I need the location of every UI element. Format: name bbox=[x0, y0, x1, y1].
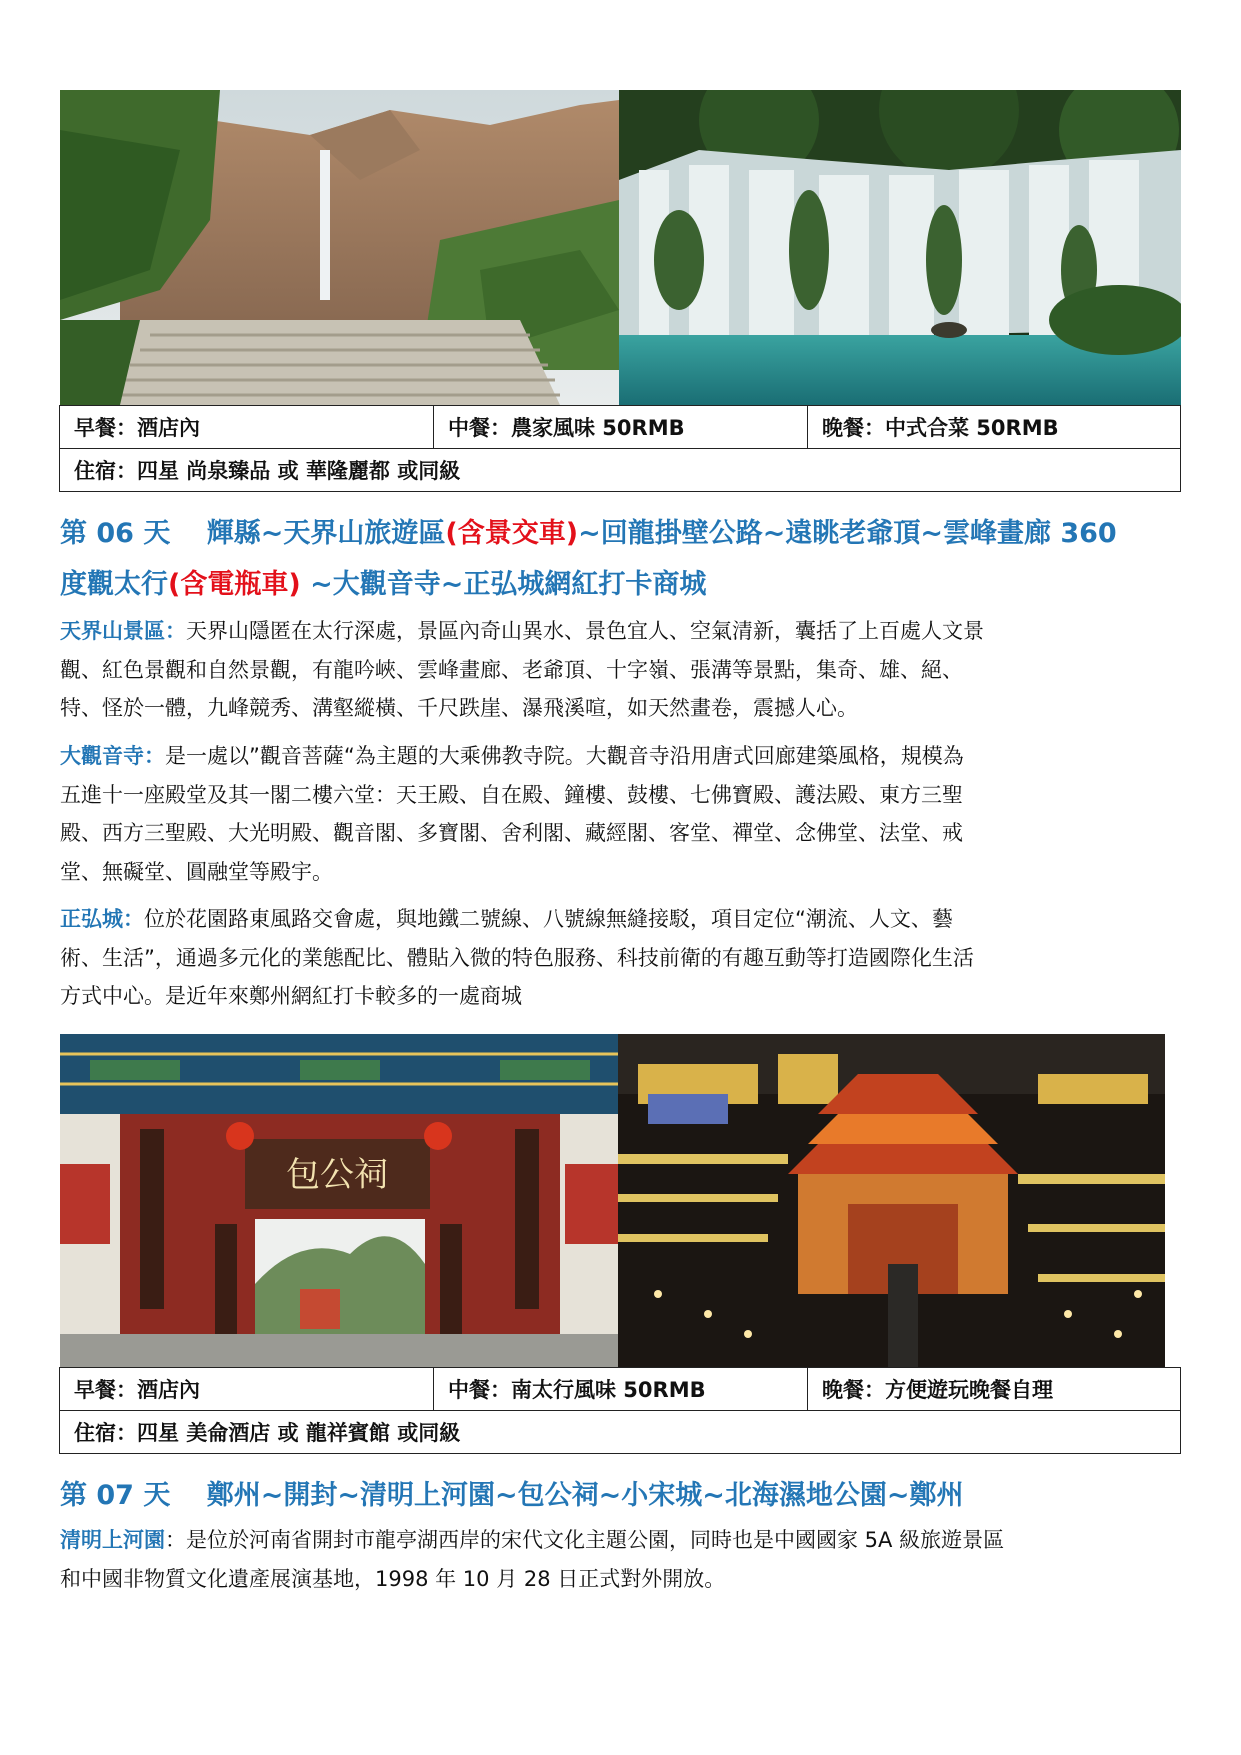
section-label: 清明上河園 bbox=[60, 1528, 165, 1552]
lunch-cell: 中餐：農家風味 50RMB bbox=[434, 406, 808, 449]
lodging-cell: 住宿：四星 尚泉臻品 或 華隆麗都 或同級 bbox=[60, 449, 1181, 492]
day6-title-part4: ~大觀音寺~正弘城網紅打卡商城 bbox=[300, 569, 707, 600]
daguanyin-paragraph bbox=[60, 737, 1190, 891]
text-line: 清明上河園：是位於河南省開封市龍亭湖西岸的宋代文化主題公園，同時也是中國國家 5A 級旅遊景區 bbox=[60, 1528, 1005, 1552]
day6-title-part3: 度觀太行 bbox=[60, 569, 168, 600]
tianjieshan-paragraph bbox=[60, 612, 1190, 728]
text-line: 方式中心。是近年來鄭州網紅打卡較多的一處商城 bbox=[60, 984, 522, 1008]
day6-title-part1: 第 06 天 輝縣~天界山旅遊區 bbox=[60, 518, 446, 549]
section-label: 大觀音寺： bbox=[60, 744, 165, 768]
text-line: 特、怪於一體，九峰競秀、溝壑縱橫、千尺跌崖、瀑飛溪喧，如天然畫卷，震撼人心。 bbox=[60, 696, 858, 720]
lunch-cell: 中餐：南太行風味 50RMB bbox=[434, 1368, 808, 1411]
section-label: 天界山景區： bbox=[60, 619, 186, 643]
lodging-cell: 住宿：四星 美侖酒店 或 龍祥賓館 或同級 bbox=[60, 1411, 1181, 1454]
text-line: 和中國非物質文化遺產展演基地，1998 年 10 月 28 日正式對外開放。 bbox=[60, 1566, 726, 1591]
day6-title-line1 bbox=[60, 512, 1117, 556]
breakfast-cell: 早餐：酒店內 bbox=[60, 1368, 434, 1411]
day6-title-red2: (含電瓶車) bbox=[168, 569, 301, 600]
temple-plaque-text: 包公祠 bbox=[286, 1155, 388, 1195]
text-line: 觀、紅色景觀和自然景觀，有龍吟峽、雲峰畫廊、老爺頂、十字嶺、張溝等景點，集奇、雄、絕、 bbox=[60, 657, 963, 682]
zhenghongcheng-paragraph bbox=[60, 900, 1190, 1016]
day5-meals-table bbox=[59, 405, 1181, 492]
qingming-paragraph bbox=[60, 1521, 1190, 1598]
day6-meals-table bbox=[59, 1367, 1181, 1454]
text-line: 正弘城：位於花園路東風路交會處，與地鐵二號線、八號線無縫接駁，項目定位“潮流、人文、藝 bbox=[60, 907, 953, 931]
text-line: 堂、無礙堂、圓融堂等殿宇。 bbox=[60, 859, 333, 884]
photo-waterfall-cliff bbox=[60, 90, 619, 405]
text-line: 殿、西方三聖殿、大光明殿、觀音閣、多寶閣、舍利閣、藏經閣、客堂、禪堂、念佛堂、法堂、戒 bbox=[60, 821, 963, 845]
text-line: 天界山景區：天界山隱匿在太行深處，景區內奇山異水、景色宜人、空氣清新，囊括了上百處人文景 bbox=[60, 619, 984, 643]
text-line: 五進十一座殿堂及其一閣二樓六堂：天王殿、自在殿、鐘樓、鼓樓、七佛寶殿、護法殿、東方三聖 bbox=[60, 782, 963, 807]
day7-title: 第 07 天 鄭州~開封~清明上河園~包公祠~小宋城~北海濕地公園~鄭州 bbox=[60, 1480, 964, 1511]
text-line: 大觀音寺：是一處以”觀音菩薩“為主題的大乘佛教寺院。大觀音寺沿用唐式回廊建築風格，規模為 bbox=[60, 744, 964, 768]
breakfast-cell: 早餐：酒店內 bbox=[60, 406, 434, 449]
text-line: 術、生活”，通過多元化的業態配比、體貼入微的特色服務、科技前衛的有趣互動等打造國際化生活 bbox=[60, 945, 974, 970]
section-label: 正弘城： bbox=[60, 907, 144, 931]
photo-night-city bbox=[618, 1034, 1165, 1367]
day6-title-red1: (含景交車) bbox=[445, 518, 579, 549]
dinner-cell: 晚餐：方便遊玩晚餐自理 bbox=[808, 1368, 1181, 1411]
day6-title-line2 bbox=[60, 563, 706, 607]
photo-temple-gate bbox=[60, 1034, 618, 1367]
photo-cascading-falls bbox=[619, 90, 1181, 405]
dinner-cell: 晚餐：中式合菜 50RMB bbox=[808, 406, 1181, 449]
day6-title-part2: ~回龍掛壁公路~遠眺老爺頂~雲峰畫廊 360 bbox=[578, 518, 1117, 549]
